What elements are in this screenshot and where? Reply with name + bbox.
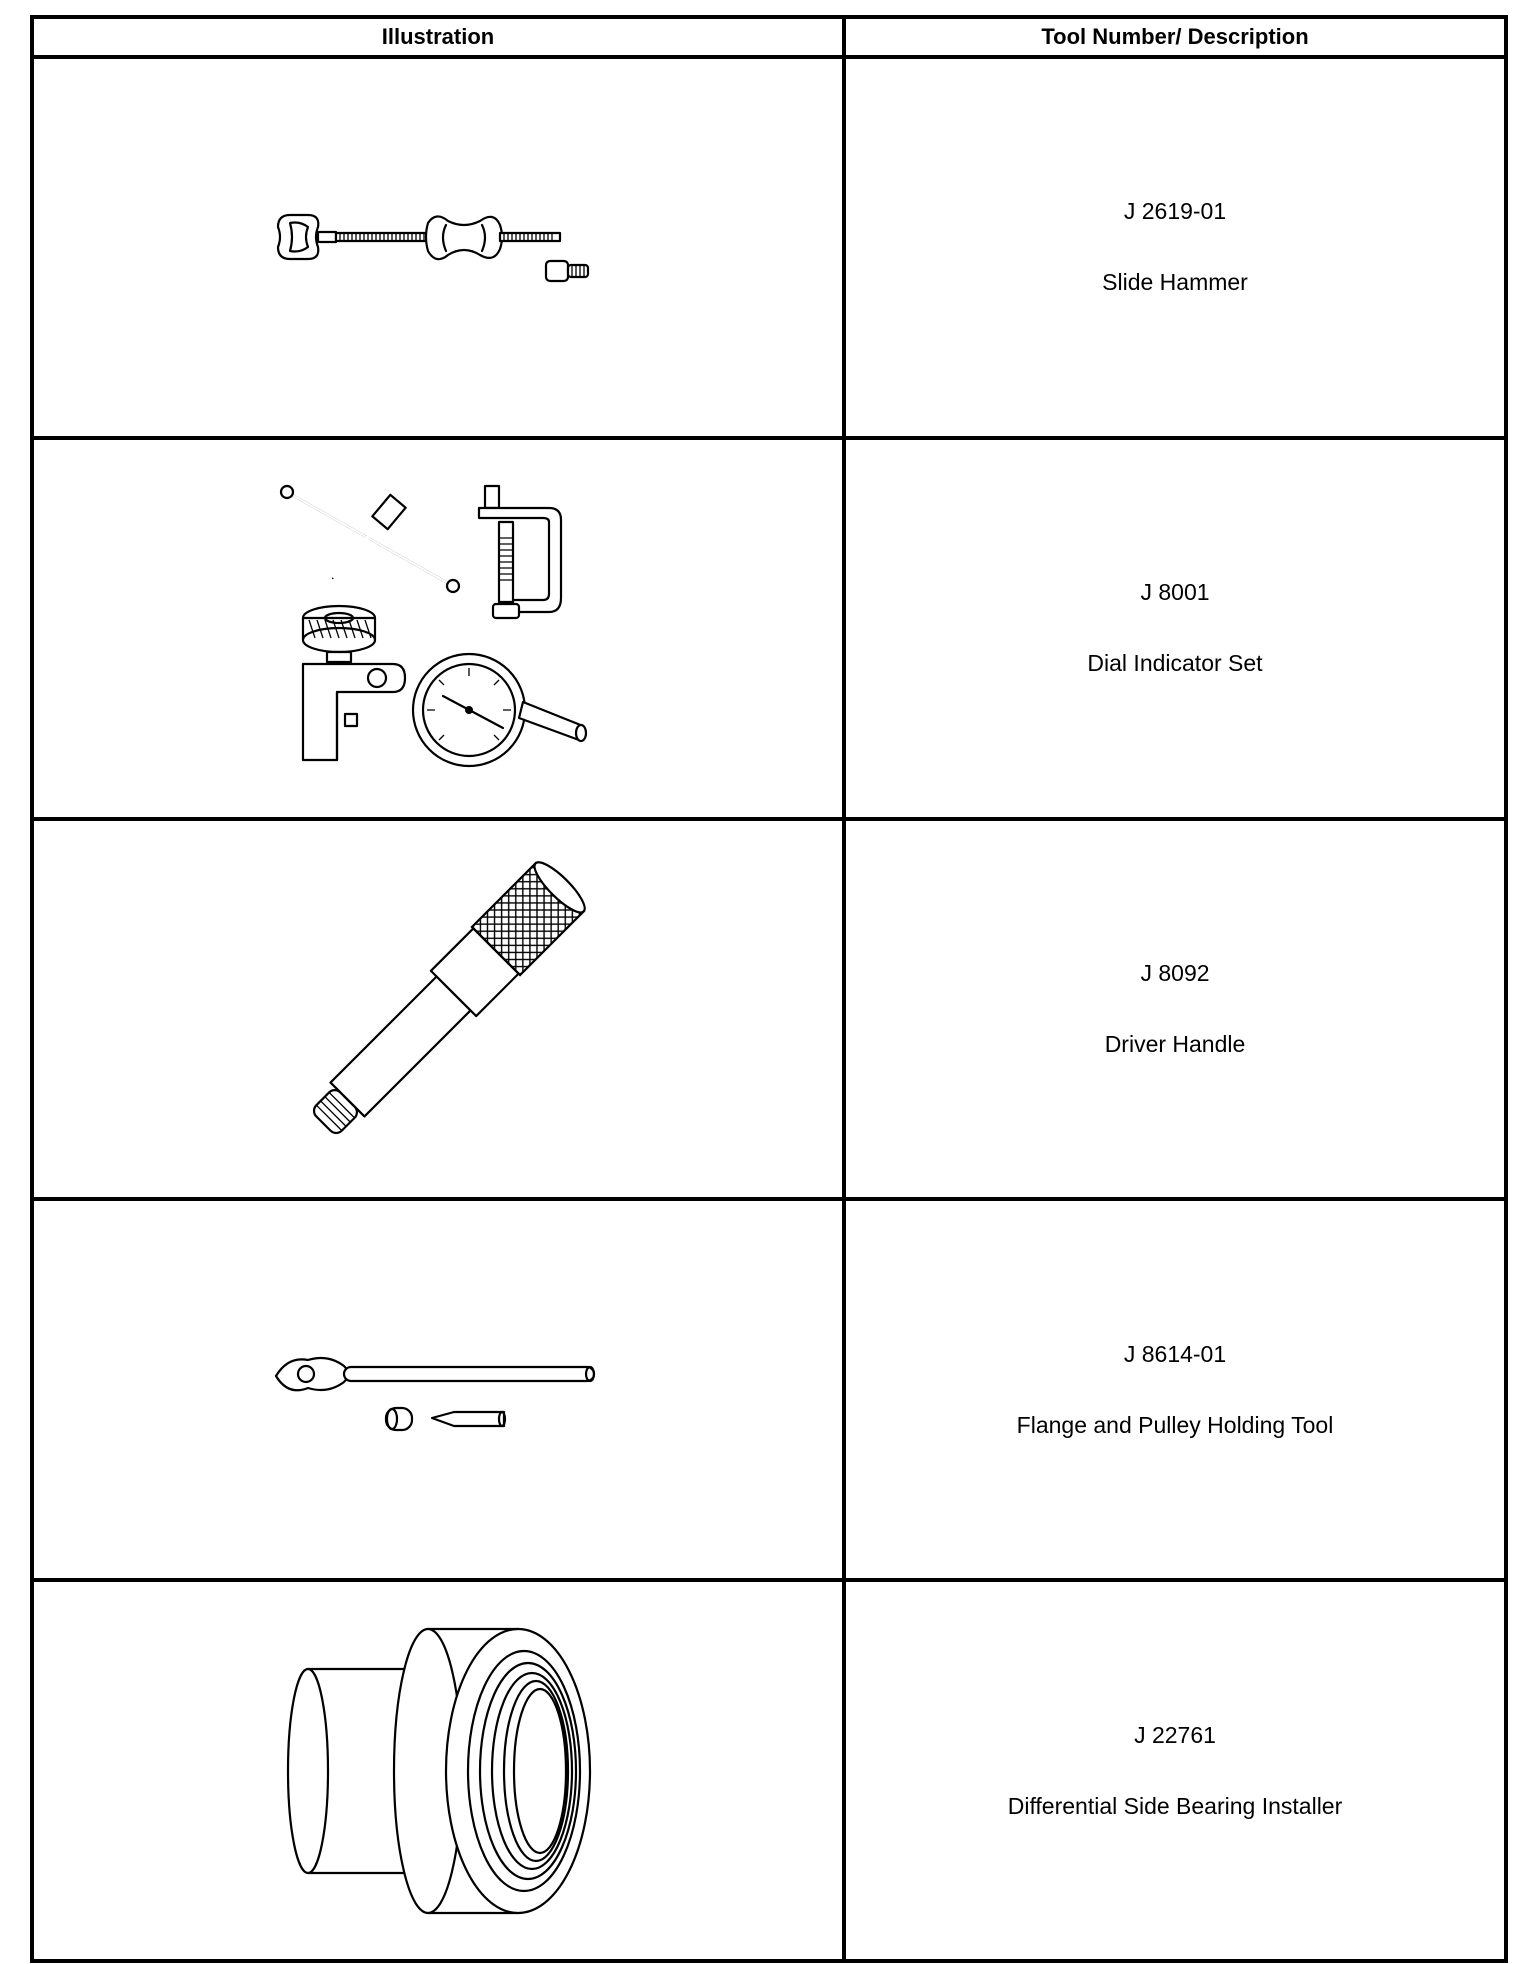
header-row	[32, 17, 1506, 57]
table-row	[32, 1580, 1506, 1961]
illustration-cell	[32, 57, 844, 438]
tool-description: Slide Hammer	[1102, 269, 1248, 296]
tool-number: J 2619-01	[1123, 198, 1227, 225]
tool-description: Flange and Pulley Holding Tool	[1016, 1411, 1334, 1438]
description-cell	[844, 1580, 1506, 1961]
tool-number: J 8092	[1140, 959, 1210, 986]
driver-handle-icon	[268, 839, 608, 1179]
tool-number: J 22761	[1134, 1721, 1216, 1748]
description-cell	[844, 1199, 1506, 1580]
side-bearing-installer-icon	[268, 1611, 608, 1931]
illustration-cell	[32, 1199, 844, 1580]
table-row	[32, 57, 1506, 438]
table-row	[32, 819, 1506, 1200]
illustration-cell	[32, 1580, 844, 1961]
special-tools-table	[30, 15, 1508, 1963]
table-row	[32, 438, 1506, 819]
description-cell	[844, 819, 1506, 1200]
description-cell	[844, 57, 1506, 438]
illustration-cell	[32, 438, 844, 819]
tool-description: Dial Indicator Set	[1087, 650, 1263, 677]
tool-description: Differential Side Bearing Installer	[1007, 1792, 1343, 1819]
dial-indicator-set-icon	[273, 478, 603, 778]
tool-number: J 8614-01	[1123, 1340, 1227, 1367]
flange-pulley-holding-tool-icon	[268, 1340, 608, 1440]
header-tool-description: Tool Number/ Description	[844, 17, 1506, 57]
header-illustration: Illustration	[32, 17, 844, 57]
tool-description: Driver Handle	[1104, 1030, 1246, 1057]
description-cell	[844, 438, 1506, 819]
illustration-cell	[32, 819, 844, 1200]
table-row	[32, 1199, 1506, 1580]
slide-hammer-icon	[268, 187, 608, 307]
tool-number: J 8001	[1140, 579, 1210, 606]
